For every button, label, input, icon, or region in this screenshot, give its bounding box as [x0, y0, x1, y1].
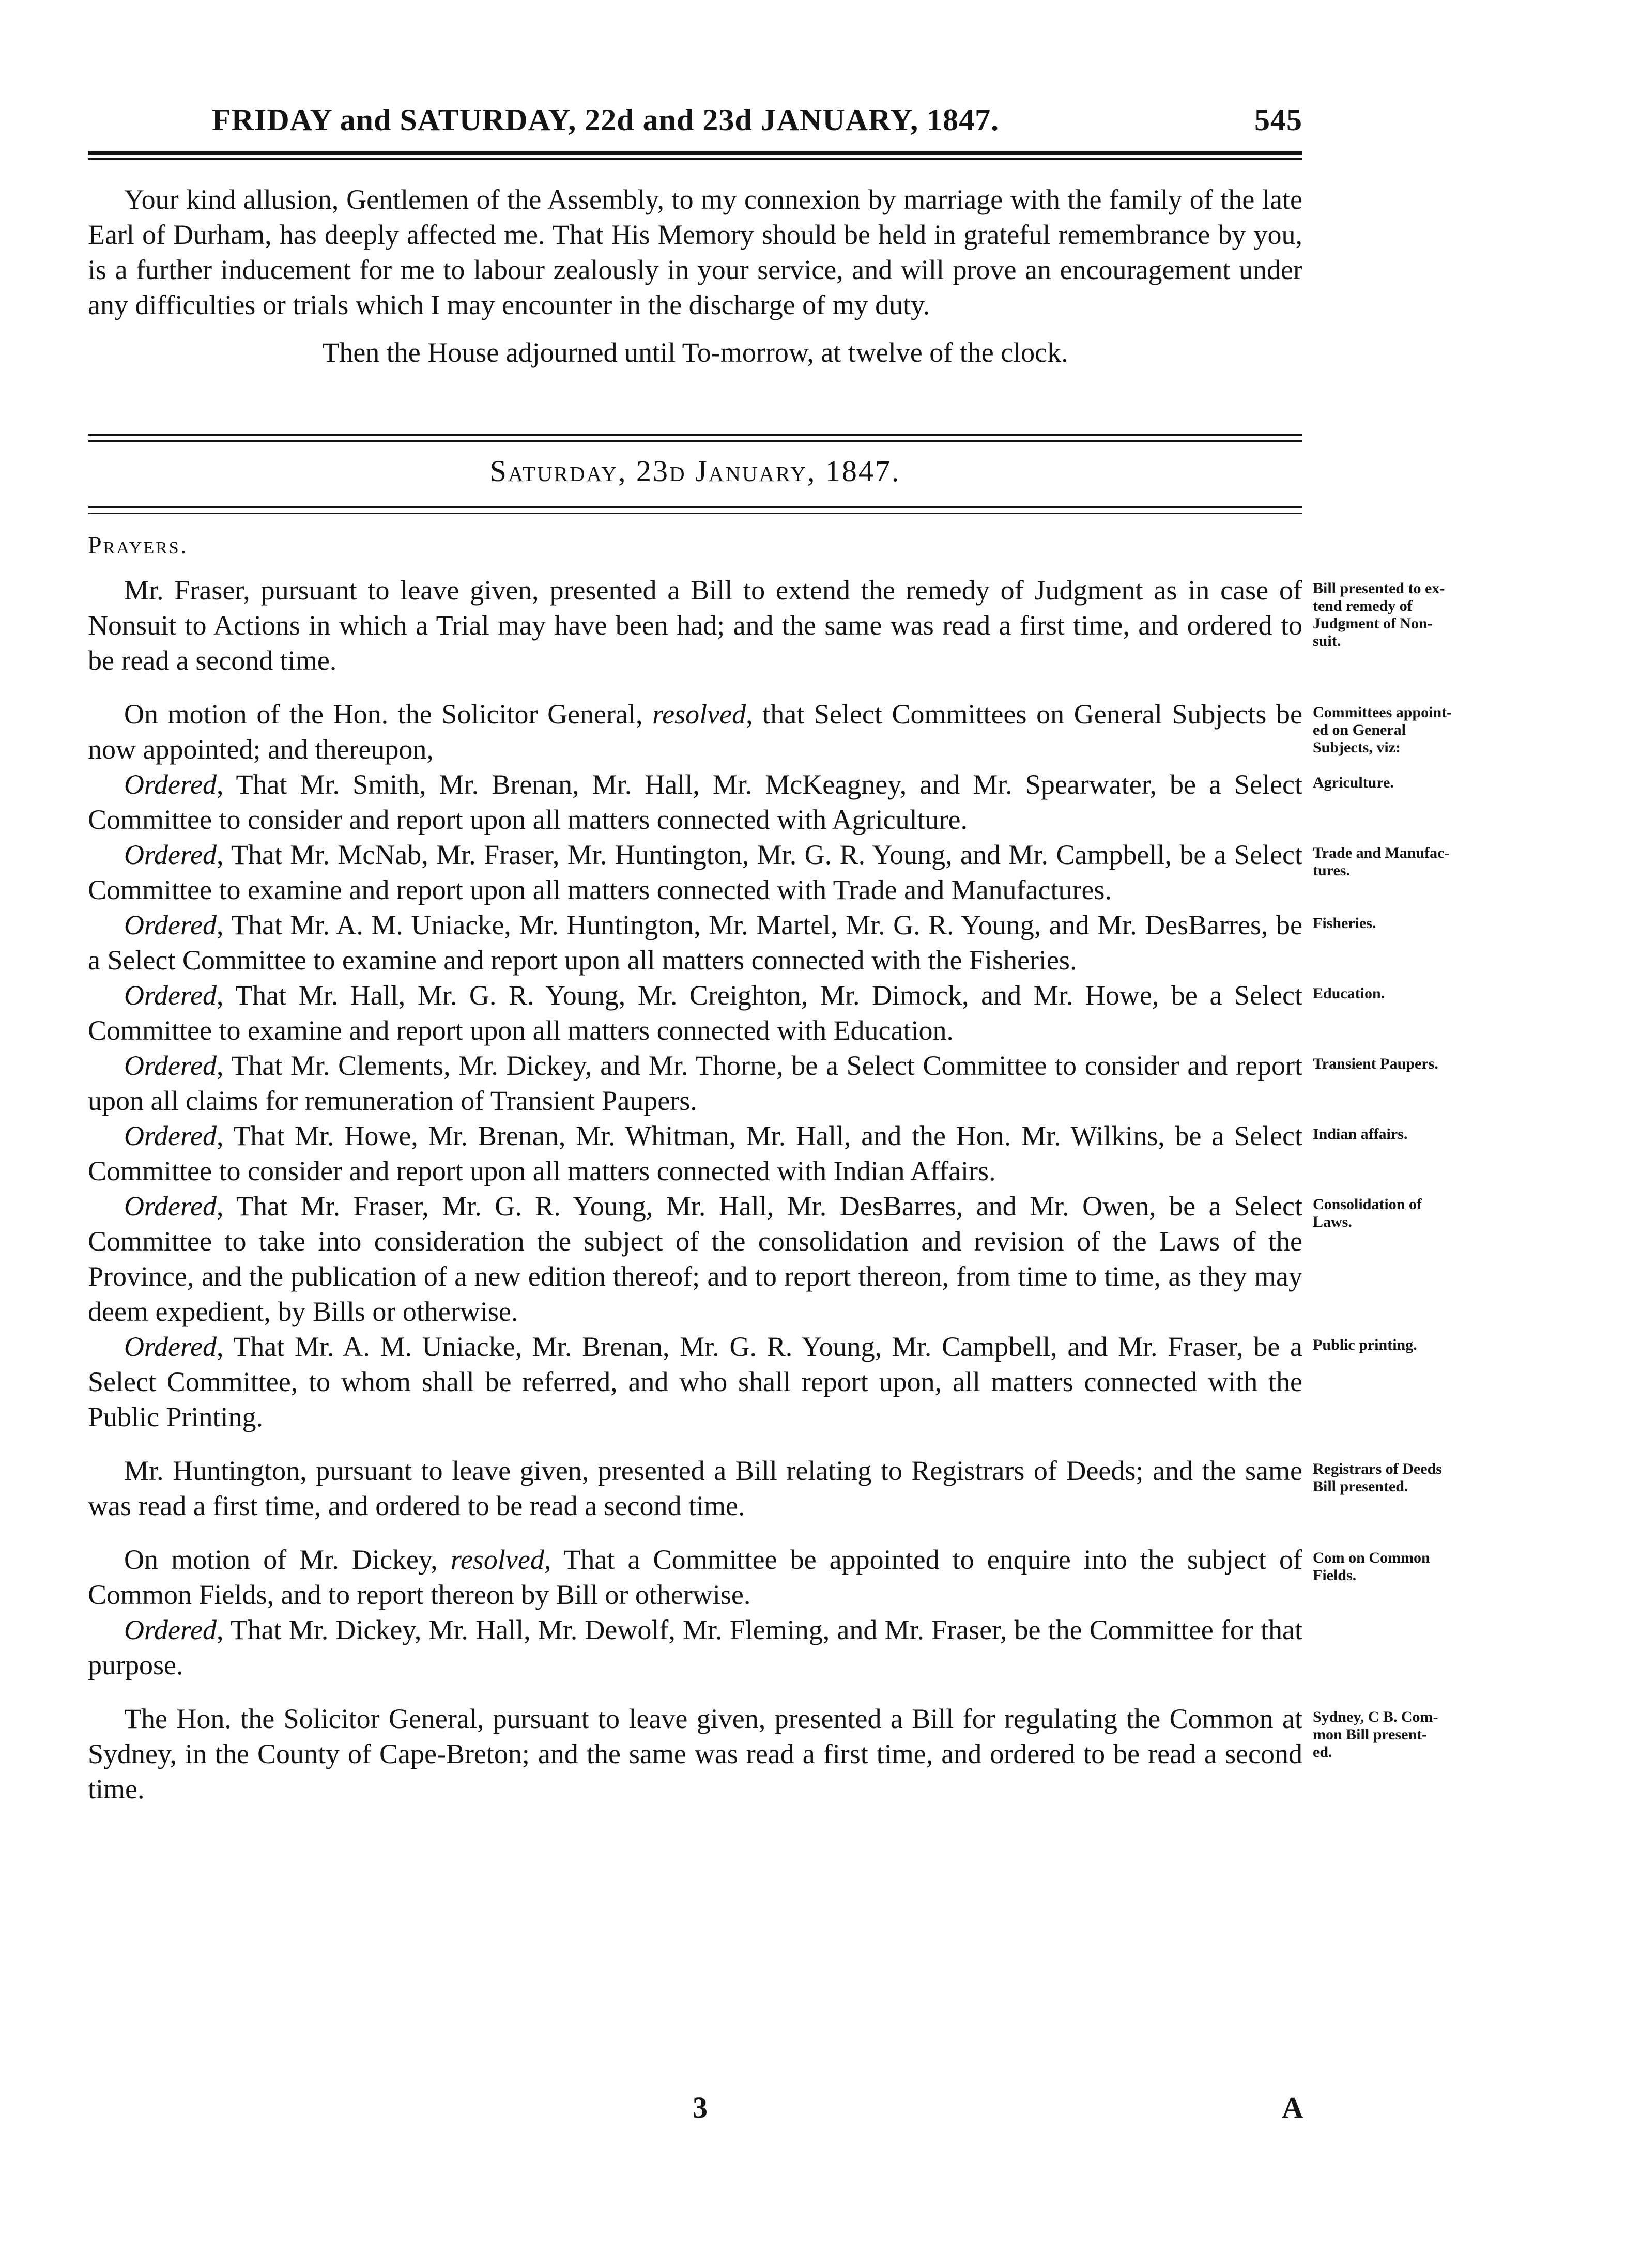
margin-note-line: Indian affairs.: [1313, 1125, 1408, 1143]
header-rule-thin: [88, 158, 1302, 160]
entry-italic: Ordered: [124, 1050, 217, 1081]
margin-note: [1313, 1125, 1514, 1143]
entry-paragraph: [88, 697, 1302, 767]
date-heading: Saturday, 23d January, 1847.: [489, 454, 901, 488]
margin-note-line: Trade and Manufac-: [1313, 844, 1450, 861]
entry-italic: Ordered: [124, 1331, 217, 1362]
margin-note-line: Education.: [1313, 985, 1385, 1002]
entry-italic: resolved: [652, 699, 746, 730]
margin-note-line: Laws.: [1313, 1213, 1352, 1230]
margin-note: [1313, 1708, 1514, 1761]
margin-note: [1313, 580, 1514, 650]
page-number: 545: [1254, 103, 1302, 137]
entry-italic: Ordered: [124, 909, 217, 940]
entries-block: [88, 573, 1302, 1807]
entry-paragraph: [88, 837, 1302, 907]
entry-body: , That Mr. Fraser, Mr. G. R. Young, Mr. Hall, Mr. DesBarres, and Mr. Owen, be a Select Committee to take into consideration the subject of the consolidation and revision of the Laws of the Province, and the publication of a new edition thereof; and to report thereon, from time to time, as they may deem expedient, by Bills or otherwise.: [88, 1191, 1302, 1327]
margin-note-line: Judgment of Non-: [1313, 615, 1433, 632]
entry-body: , That Mr. McNab, Mr. Fraser, Mr. Huntington, Mr. G. R. Young, and Mr. Campbell, be a Select Committee to examine and report upon all matters connected with Trade and Manufactures.: [88, 839, 1302, 905]
header-title: FRIDAY and SATURDAY, 22d and 23d JANUARY, 1847.: [212, 103, 1000, 137]
entry-italic: Ordered: [124, 1614, 217, 1645]
margin-note: [1313, 844, 1514, 880]
margin-note: [1313, 985, 1514, 1002]
opening-paragraph: Your kind allusion, Gentlemen of the Assembly, to my connexion by marriage with the family of the late Earl of Durham, has deeply affected me. That His Memory should be held in grateful remembrance by you, is a further inducement for me to labour zealously in your service, and will prove an encouragement under any difficulties or trials which I may encounter in the discharge of my duty.: [88, 184, 1302, 320]
entry-italic: Ordered: [124, 1191, 217, 1222]
margin-note-line: tend remedy of: [1313, 597, 1413, 614]
entry-lead: On motion of the Hon. the Solicitor General,: [124, 699, 653, 730]
margin-note-line: mon Bill present-: [1313, 1726, 1428, 1743]
entry-text: The Hon. the Solicitor General, pursuant to leave given, presented a Bill for regulating the Common at Sydney, in the County of Cape-Breton; and the same was read a first time, and ordered to be read a second time.: [88, 1703, 1302, 1804]
entry-text: Mr. Huntington, pursuant to leave given, presented a Bill relating to Registrars of Deeds; and the same was read a first time, and ordered to be read a second time.: [88, 1455, 1302, 1521]
entry-paragraph: [88, 1542, 1302, 1612]
entry-body: , That Mr. Dickey, Mr. Hall, Mr. Dewolf, Mr. Fleming, and Mr. Fraser, be the Committee for that purpose.: [88, 1614, 1302, 1680]
margin-note-line: Consolidation of: [1313, 1196, 1422, 1213]
entry-text: Mr. Fraser, pursuant to leave given, presented a Bill to extend the remedy of Judgment as in case of Nonsuit to Actions in which a Trial may have been had; and the same was read a first time, and ordered to be read a second time.: [88, 575, 1302, 676]
margin-note-line: Subjects, viz:: [1313, 739, 1401, 756]
entry-paragraph: [88, 1048, 1302, 1118]
entry-body: , That Mr. Hall, Mr. G. R. Young, Mr. Creighton, Mr. Dimock, and Mr. Howe, be a Select Committee to examine and report upon all matters connected with Education.: [88, 980, 1302, 1046]
margin-note: [1313, 774, 1514, 792]
margin-note: [1313, 1460, 1514, 1495]
entry-body: , That Mr. Howe, Mr. Brenan, Mr. Whitman, Mr. Hall, and the Hon. Mr. Wilkins, be a Select Committee to consider and report upon all matters connected with Indian Affairs.: [88, 1120, 1302, 1186]
margin-note-line: Sydney, C B. Com-: [1313, 1708, 1438, 1725]
entry-body: , That Mr. A. M. Uniacke, Mr. Huntington, Mr. Martel, Mr. G. R. Young, and Mr. DesBarres, be a Select Committee to examine and report upon all matters connected with the Fisheries.: [88, 909, 1302, 976]
margin-note-line: Com on Common: [1313, 1549, 1430, 1566]
entry-paragraph: [88, 1329, 1302, 1434]
margin-note-line: suit.: [1313, 632, 1341, 650]
section-rule-4: [88, 513, 1302, 514]
entry-body: , That Mr. A. M. Uniacke, Mr. Brenan, Mr. G. R. Young, Mr. Campbell, and Mr. Fraser, be a Select Committee, to whom shall be referred, and who shall report upon, all matters connected with the Public Printing.: [88, 1331, 1302, 1432]
entry-paragraph: [88, 1701, 1302, 1807]
section-rule-1: [88, 434, 1302, 436]
margin-note-line: tures.: [1313, 862, 1350, 879]
margin-note-line: Fisheries.: [1313, 915, 1376, 932]
margin-note: [1313, 1196, 1514, 1231]
header-rule-thick: [88, 151, 1302, 155]
entry-paragraph: [88, 1189, 1302, 1329]
entry-paragraph: [88, 907, 1302, 978]
margin-note: [1313, 704, 1514, 757]
signature-letter: A: [1282, 2091, 1303, 2124]
margin-note-line: Committees appoint-: [1313, 704, 1452, 721]
entry-paragraph: [88, 978, 1302, 1048]
signature-number: 3: [693, 2091, 708, 2124]
margin-note-line: Registrars of Deeds: [1313, 1460, 1442, 1477]
entry-lead: On motion of Mr. Dickey,: [124, 1544, 451, 1575]
margin-note-line: Public printing.: [1313, 1336, 1417, 1353]
running-header: [88, 98, 1302, 145]
entry-body: , That a Committee be appointed to enquire into the subject of Common Fields, and to report thereon by Bill or otherwise.: [88, 1544, 1302, 1610]
entry-paragraph: [88, 1118, 1302, 1189]
entry-body: , That Mr. Clements, Mr. Dickey, and Mr. Thorne, be a Select Committee to consider and report upon all claims for remuneration of Transient Paupers.: [88, 1050, 1302, 1116]
prayers-heading: Prayers.: [88, 532, 188, 559]
entry-paragraph: [88, 1612, 1302, 1683]
margin-note-line: Agriculture.: [1313, 774, 1394, 791]
entry-italic: resolved: [450, 1544, 544, 1575]
entry-italic: Ordered: [124, 839, 217, 870]
margin-note-line: Transient Paupers.: [1313, 1055, 1438, 1072]
entry-body: , that Select Committees on General Subjects be now appointed; and thereupon,: [88, 699, 1302, 765]
margin-note: [1313, 915, 1514, 932]
adjourn-line: Then the House adjourned until To-morrow, at twelve of the clock.: [322, 337, 1068, 368]
entry-paragraph: [88, 1453, 1302, 1523]
margin-note: [1313, 1055, 1514, 1073]
entry-italic: Ordered: [124, 1120, 217, 1151]
section-rule-3: [88, 506, 1302, 508]
opening-text: [88, 182, 1302, 370]
margin-note-line: Bill presented.: [1313, 1478, 1408, 1495]
entry-italic: Ordered: [124, 980, 217, 1011]
entry-paragraph: [88, 573, 1302, 678]
margin-note-line: ed on General: [1313, 721, 1406, 738]
margin-note: [1313, 1336, 1514, 1354]
entry-paragraph: [88, 767, 1302, 837]
margin-note-line: Bill presented to ex-: [1313, 580, 1445, 597]
margin-note-line: ed.: [1313, 1744, 1332, 1761]
margin-note: [1313, 1549, 1514, 1584]
entry-italic: Ordered: [124, 769, 217, 800]
margin-note-line: Fields.: [1313, 1567, 1357, 1584]
section-rule-2: [88, 440, 1302, 442]
entry-body: , That Mr. Smith, Mr. Brenan, Mr. Hall, Mr. McKeagney, and Mr. Spearwater, be a Select Committee to consider and report upon all matters connected with Agriculture.: [88, 769, 1302, 835]
